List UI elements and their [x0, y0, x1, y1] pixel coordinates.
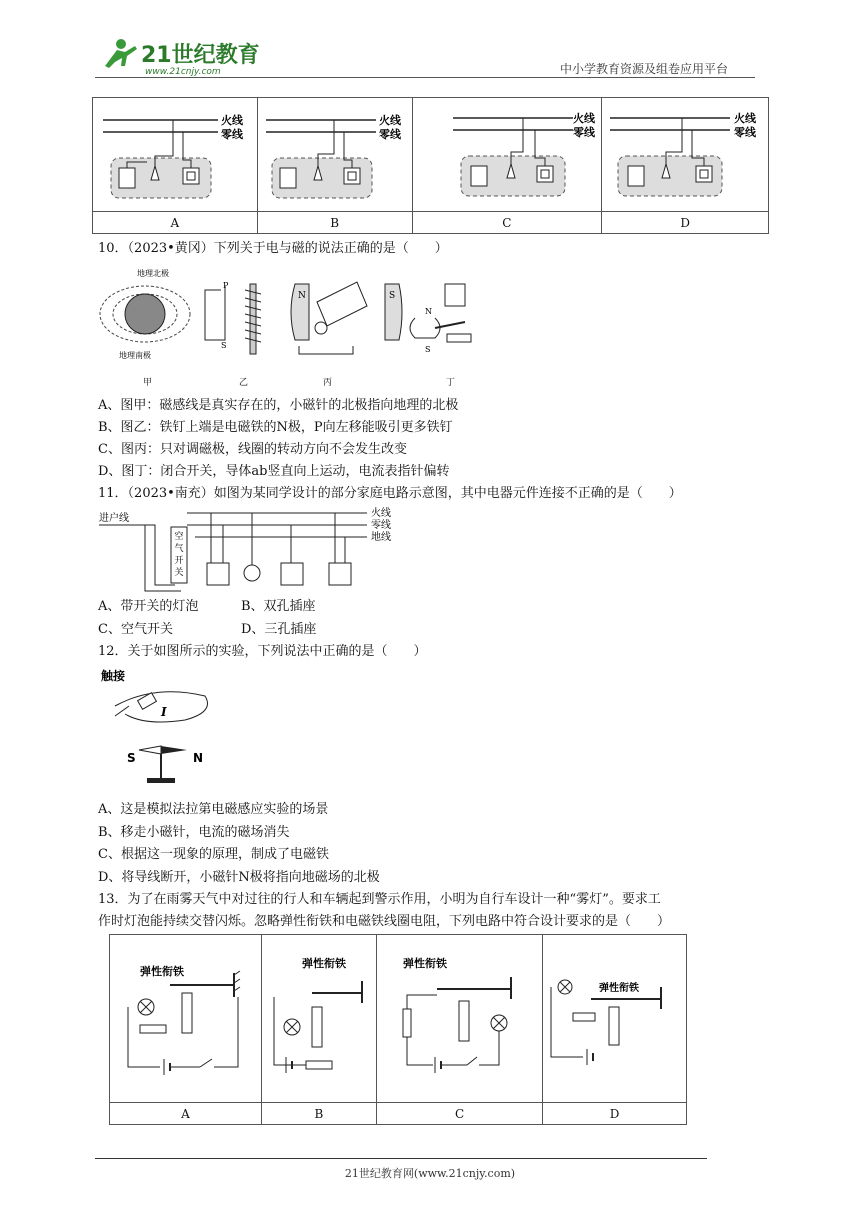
svg-text:零线: 零线 [734, 125, 757, 139]
q11-option-d: D、三孔插座 [241, 622, 317, 637]
logo-text: 21世纪教育 [141, 43, 260, 68]
q10-caption-bing: 丙 [323, 378, 333, 388]
q9-circuit-a [93, 98, 258, 212]
q9-label-a: A [93, 212, 258, 234]
svg-text:气: 气 [174, 544, 184, 554]
svg-text:零线: 零线 [371, 520, 391, 531]
motor-figure [291, 282, 402, 354]
generator-figure [410, 284, 471, 354]
q13-circuit-a [110, 935, 262, 1103]
svg-text:S: S [425, 345, 431, 354]
q10-caption-jia: 甲 [143, 378, 153, 388]
q13-label-d: D [543, 1103, 687, 1125]
q10-stem: 10．（2023•黄冈）下列关于电与磁的说法正确的是（ ） [98, 241, 448, 256]
svg-text:火线: 火线 [221, 113, 243, 127]
q13-label-b: B [261, 1103, 376, 1125]
svg-text:火线: 火线 [378, 113, 401, 127]
q10-caption-ding: 丁 [446, 378, 456, 388]
svg-text:火线: 火线 [572, 111, 595, 125]
svg-text:空: 空 [174, 532, 184, 542]
q11-option-a: A、带开关的灯泡 [98, 599, 199, 614]
svg-text:N: N [298, 291, 306, 301]
earth-figure [100, 268, 190, 360]
q13-options-table [109, 934, 687, 1125]
svg-text:地理南极: 地理南极 [119, 351, 151, 360]
footer-text: 21世纪教育网(www.21cnjy.com) [344, 1167, 516, 1180]
q11-option-c: C、空气开关 [98, 622, 173, 637]
q9-label-c: C [412, 212, 602, 234]
platform-name: 中小学教育资源及组卷应用平台 [560, 62, 729, 76]
svg-text:开: 开 [174, 556, 184, 566]
q12-option-d: D、将导线断开，小磁针N极将指向地磁场的北极 [98, 870, 380, 885]
q13-circuit-c [376, 935, 542, 1103]
q10-figure [95, 262, 495, 386]
q12-stem: 12．关于如图所示的实验，下列说法中正确的是（ ） [98, 644, 427, 659]
q11-figure [95, 505, 405, 595]
header-divider [95, 77, 755, 78]
svg-text:零线: 零线 [221, 127, 243, 141]
q9-circuit-b [257, 98, 412, 212]
svg-text:地线: 地线 [371, 532, 391, 543]
q12-figure [95, 666, 225, 790]
q12-option-a: A、这是模拟法拉第电磁感应实验的场景 [98, 802, 329, 817]
q12-option-c: C、根据这一现象的原理，制成了电磁铁 [98, 847, 329, 862]
q10-option-b: B、图乙：铁钉上端是电磁铁的N极，P向左移能吸引更多铁钉 [98, 420, 453, 435]
svg-text:零线: 零线 [572, 125, 595, 139]
q11-option-b: B、双孔插座 [241, 599, 316, 614]
q10-option-d: D、图丁：闭合开关，导体ab竖直向上运动，电流表指针偏转 [98, 464, 450, 479]
svg-text:S: S [221, 341, 227, 350]
svg-text:弹性衔铁: 弹性衔铁 [402, 956, 447, 970]
q12-option-b: B、移走小磁针，电流的磁场消失 [98, 825, 290, 840]
svg-text:火线: 火线 [734, 111, 757, 125]
logo [95, 36, 265, 78]
q13-label-a: A [110, 1103, 262, 1125]
svg-text:弹性衔铁: 弹性衔铁 [599, 982, 640, 994]
q13-circuit-b [261, 935, 376, 1103]
q10-option-a: A、图甲：磁感线是真实存在的，小磁针的北极指向地理的北极 [98, 398, 459, 413]
q13-label-c: C [376, 1103, 542, 1125]
svg-text:零线: 零线 [378, 127, 401, 141]
q9-label-b: B [257, 212, 412, 234]
svg-text:I: I [161, 705, 167, 719]
q11-stem: 11．（2023•南充）如图为某同学设计的部分家庭电路示意图，其中电器元件连接不正确的是（ ） [98, 486, 682, 501]
q9-options-table [92, 97, 769, 234]
q9-circuit-d [602, 98, 769, 212]
svg-text:弹性衔铁: 弹性衔铁 [301, 956, 346, 970]
electromagnet-figure [205, 281, 261, 354]
svg-text:关: 关 [174, 568, 184, 578]
q9-circuit-c [412, 98, 602, 212]
svg-text:进户线: 进户线 [99, 513, 129, 524]
svg-text:N: N [425, 307, 432, 316]
logo-url: www.21cnjy.com [145, 67, 221, 77]
svg-text:火线: 火线 [371, 508, 391, 519]
footer-divider [95, 1158, 707, 1159]
q9-label-d: D [602, 212, 769, 234]
svg-text:S: S [127, 751, 136, 765]
svg-text:触接: 触接 [101, 669, 126, 683]
q10-caption-yi: 乙 [239, 378, 249, 388]
svg-text:地理北极: 地理北极 [137, 269, 169, 278]
svg-text:P: P [223, 281, 229, 290]
q10-option-c: C、图丙：只对调磁极，线圈的转动方向不会发生改变 [98, 442, 407, 457]
q13-stem-line1: 13．为了在雨雾天气中对过往的行人和车辆起到警示作用，小明为自行车设计一种“雾灯”。要求工 [98, 892, 661, 907]
svg-text:S: S [389, 291, 396, 301]
svg-text:N: N [193, 751, 204, 765]
q13-stem-line2: 作时灯泡能持续交替闪烁。忽略弹性衔铁和电磁铁线圈电阻，下列电路中符合设计要求的是（ ） [98, 914, 671, 929]
q13-circuit-d [543, 935, 687, 1103]
svg-text:弹性衔铁: 弹性衔铁 [140, 964, 184, 978]
